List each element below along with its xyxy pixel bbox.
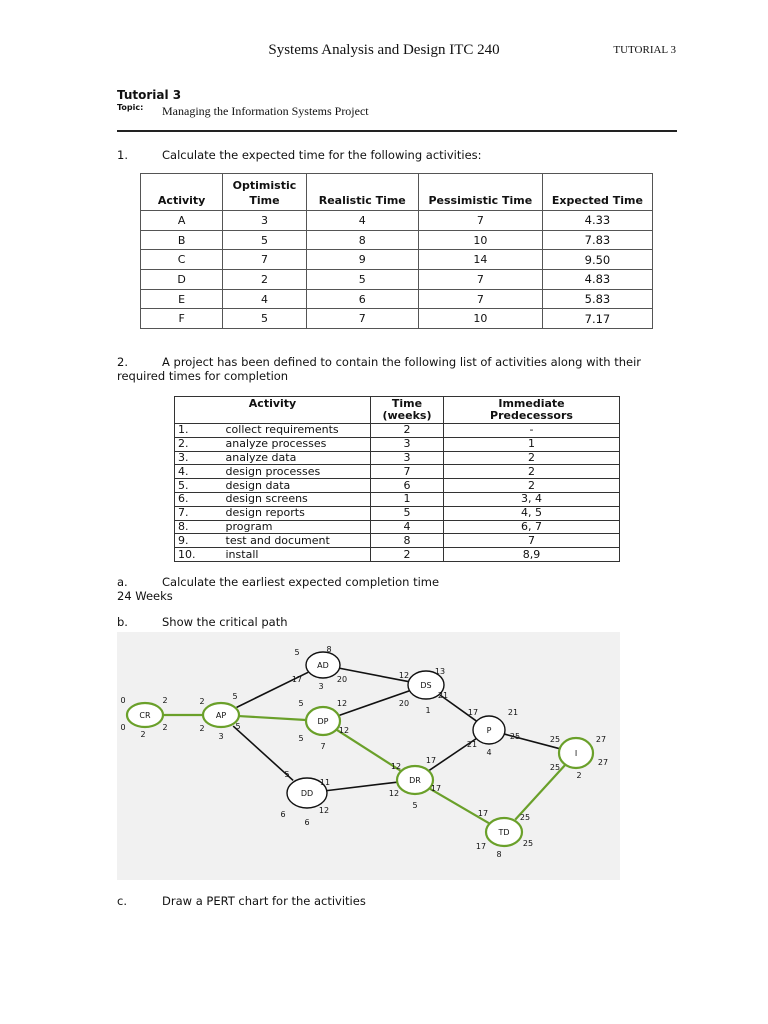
node-early-finish: 13: [434, 667, 446, 676]
table-row: [175, 437, 620, 451]
table-row: [175, 479, 620, 493]
node-label: AP: [215, 711, 227, 720]
node-td: [476, 809, 533, 859]
node-late-start: 25: [549, 763, 561, 772]
column-header: Optimistic Time: [223, 174, 306, 211]
table-cell: 9.: [175, 534, 223, 548]
table-row: [141, 289, 653, 309]
table-cell: 10: [418, 309, 542, 329]
node-late-finish: 17: [430, 784, 442, 793]
question-2-text-line-1: A project has been defined to contain the following list of activities along with their: [162, 355, 641, 369]
topic-text: Managing the Information Systems Project: [162, 104, 369, 118]
critical-path-diagram: [117, 632, 620, 880]
table-cell: 4, 5: [444, 506, 620, 520]
header-divider: [117, 130, 677, 132]
table-cell: 4.83: [542, 270, 652, 290]
table-cell: 8.: [175, 520, 223, 534]
table-cell: 4: [223, 289, 306, 309]
column-header-text: Immediate Predecessors: [490, 397, 573, 422]
table-cell: program: [223, 520, 371, 534]
table-header-row: [175, 397, 620, 424]
table-cell: 7: [418, 289, 542, 309]
column-header: Expected Time: [542, 174, 652, 211]
node-label: TD: [498, 828, 510, 837]
table-cell: A: [141, 211, 223, 231]
table-cell: install: [223, 548, 371, 562]
table-row: [141, 250, 653, 270]
node-duration: 8: [496, 850, 502, 859]
table-row: [175, 465, 620, 479]
node-late-finish: 12: [318, 806, 330, 815]
node-duration: 6: [304, 818, 310, 827]
node-late-finish: 12: [338, 726, 350, 735]
column-header: [444, 397, 620, 424]
node-ad: [292, 645, 347, 691]
edge-ap-dp: [239, 716, 306, 720]
node-duration: 5: [412, 801, 418, 810]
column-header-text: Time (weeks): [382, 397, 432, 422]
table-cell: design screens: [223, 492, 371, 506]
table-cell: 7: [371, 465, 444, 479]
table-cell: 6, 7: [444, 520, 620, 534]
node-late-finish: 2: [162, 723, 168, 732]
table-cell: D: [141, 270, 223, 290]
table-row: [175, 548, 620, 562]
node-early-finish: 2: [162, 696, 168, 705]
node-early-start: 5: [294, 648, 300, 657]
node-early-start: 5: [284, 770, 290, 779]
node-dr: [389, 756, 441, 810]
node-early-start: 2: [199, 697, 205, 706]
table-cell: 3: [371, 437, 444, 451]
table-cell: 2: [371, 424, 444, 438]
question-2-text-line-2: required times for completion: [117, 369, 289, 383]
node-early-start: 12: [390, 762, 402, 771]
table-cell: E: [141, 289, 223, 309]
table-cell: 14: [418, 250, 542, 270]
node-p: [467, 708, 520, 757]
node-early-start: 5: [298, 699, 304, 708]
part-b-label: b.: [117, 615, 128, 629]
table-cell: 3, 4: [444, 492, 620, 506]
question-2-number: 2.: [117, 355, 128, 369]
node-late-finish: 5: [235, 722, 241, 731]
edge-td-i: [515, 765, 565, 820]
table-cell: 6: [371, 479, 444, 493]
node-label: I: [574, 749, 578, 758]
table-cell: 2: [223, 270, 306, 290]
table-row: [175, 506, 620, 520]
table-cell: 7.: [175, 506, 223, 520]
table-cell: 10: [418, 230, 542, 250]
table-cell: 4.33: [542, 211, 652, 231]
node-duration: 3: [218, 732, 224, 741]
table-cell: 2: [444, 465, 620, 479]
table-cell: 5: [306, 270, 418, 290]
table-row: [175, 424, 620, 438]
node-late-start: 2: [199, 724, 205, 733]
activity-list-table: [174, 396, 620, 562]
table-row: [175, 534, 620, 548]
node-late-finish: 25: [522, 839, 534, 848]
table-cell: -: [444, 424, 620, 438]
node-ap: [199, 692, 240, 741]
table-cell: 5: [371, 506, 444, 520]
column-header: Realistic Time: [306, 174, 418, 211]
node-early-finish: 25: [519, 813, 531, 822]
node-late-start: 0: [120, 723, 126, 732]
column-header: Activity: [175, 397, 371, 424]
table-header-row: [141, 174, 653, 211]
table-cell: 8: [306, 230, 418, 250]
table-cell: 3.: [175, 451, 223, 465]
node-dd: [280, 770, 330, 827]
table-row: [141, 211, 653, 231]
table-row: [175, 492, 620, 506]
node-late-start: 12: [388, 789, 400, 798]
table-cell: 3: [371, 451, 444, 465]
node-early-start: 0: [120, 696, 126, 705]
topic-label: Topic:: [117, 103, 144, 112]
node-late-finish: 20: [336, 675, 348, 684]
question-1-text: Calculate the expected time for the following activities:: [162, 148, 482, 162]
edge-dr-td: [430, 789, 489, 823]
table-cell: C: [141, 250, 223, 270]
table-cell: 2: [444, 451, 620, 465]
node-duration: 1: [425, 706, 431, 715]
part-a-label: a.: [117, 575, 128, 589]
table-cell: 8: [371, 534, 444, 548]
column-header: [371, 397, 444, 424]
table-cell: 5: [223, 309, 306, 329]
table-row: [175, 520, 620, 534]
node-late-start: 17: [291, 675, 303, 684]
node-early-start: 12: [398, 671, 410, 680]
table-cell: 2.: [175, 437, 223, 451]
node-label: AD: [317, 661, 329, 670]
table-cell: 7: [444, 534, 620, 548]
table-row: [141, 309, 653, 329]
expected-time-table: [140, 173, 653, 329]
table-cell: 7: [223, 250, 306, 270]
table-row: [141, 270, 653, 290]
part-c-text: Draw a PERT chart for the activities: [162, 894, 366, 908]
node-early-finish: 5: [232, 692, 238, 701]
table-cell: collect requirements: [223, 424, 371, 438]
node-cr: [120, 696, 167, 739]
node-ds: [399, 667, 448, 715]
node-late-start: 21: [466, 740, 478, 749]
table-cell: analyze processes: [223, 437, 371, 451]
node-duration: 3: [318, 682, 324, 691]
table-cell: 9: [306, 250, 418, 270]
table-cell: analyze data: [223, 451, 371, 465]
node-early-start: 25: [549, 735, 561, 744]
column-header: Pessimistic Time: [418, 174, 542, 211]
node-early-finish: 12: [336, 699, 348, 708]
node-late-start: 6: [280, 810, 286, 819]
node-early-start: 17: [467, 708, 479, 717]
table-cell: 9.50: [542, 250, 652, 270]
table-cell: 5.: [175, 479, 223, 493]
table-cell: 3: [223, 211, 306, 231]
node-early-finish: 17: [425, 756, 437, 765]
node-early-finish: 11: [319, 778, 331, 787]
node-duration: 7: [320, 742, 326, 751]
table-cell: design reports: [223, 506, 371, 520]
table-row: [141, 230, 653, 250]
node-dp: [298, 699, 349, 751]
node-duration: 2: [576, 771, 582, 780]
node-late-finish: 21: [437, 691, 449, 700]
node-late-start: 20: [398, 699, 410, 708]
table-cell: 7.17: [542, 309, 652, 329]
table-row: [175, 451, 620, 465]
node-early-finish: 8: [326, 645, 332, 654]
column-header: Activity: [141, 174, 223, 211]
table-cell: 4: [371, 520, 444, 534]
table-cell: 1.: [175, 424, 223, 438]
node-early-finish: 27: [595, 735, 607, 744]
node-label: DR: [409, 776, 421, 785]
node-label: DS: [420, 681, 432, 690]
table-cell: 1: [444, 437, 620, 451]
table-cell: 4: [306, 211, 418, 231]
edge-dd-dr: [327, 782, 397, 790]
part-b-text: Show the critical path: [162, 615, 288, 629]
node-late-finish: 25: [509, 732, 521, 741]
node-label: DD: [300, 789, 314, 798]
part-c-label: c.: [117, 894, 127, 908]
table-cell: 8,9: [444, 548, 620, 562]
table-cell: 6.: [175, 492, 223, 506]
table-cell: 5.83: [542, 289, 652, 309]
node-duration: 4: [486, 748, 492, 757]
table-cell: test and document: [223, 534, 371, 548]
node-late-start: 5: [298, 734, 304, 743]
table-cell: 7: [306, 309, 418, 329]
part-a-answer: 24 Weeks: [117, 589, 173, 603]
table-cell: B: [141, 230, 223, 250]
tutorial-title: Tutorial 3: [117, 88, 182, 102]
document-header-tag: TUTORIAL 3: [613, 44, 676, 56]
document-header-title: Systems Analysis and Design ITC 240: [268, 42, 500, 58]
node-label: CR: [139, 711, 151, 720]
table-cell: design processes: [223, 465, 371, 479]
table-cell: 1: [371, 492, 444, 506]
table-cell: F: [141, 309, 223, 329]
table-cell: 2: [444, 479, 620, 493]
table-cell: 7: [418, 270, 542, 290]
node-late-finish: 27: [597, 758, 609, 767]
table-cell: 7.83: [542, 230, 652, 250]
table-cell: 5: [223, 230, 306, 250]
node-label: DP: [317, 717, 329, 726]
node-early-finish: 21: [507, 708, 519, 717]
table-cell: 2: [371, 548, 444, 562]
node-duration: 2: [140, 730, 146, 739]
table-cell: 10.: [175, 548, 223, 562]
node-early-start: 17: [477, 809, 489, 818]
table-cell: design data: [223, 479, 371, 493]
part-a-text: Calculate the earliest expected completion time: [162, 575, 440, 589]
table-cell: 4.: [175, 465, 223, 479]
node-late-start: 17: [475, 842, 487, 851]
question-1-number: 1.: [117, 148, 128, 162]
table-cell: 7: [418, 211, 542, 231]
table-cell: 6: [306, 289, 418, 309]
node-label: P: [486, 726, 492, 735]
